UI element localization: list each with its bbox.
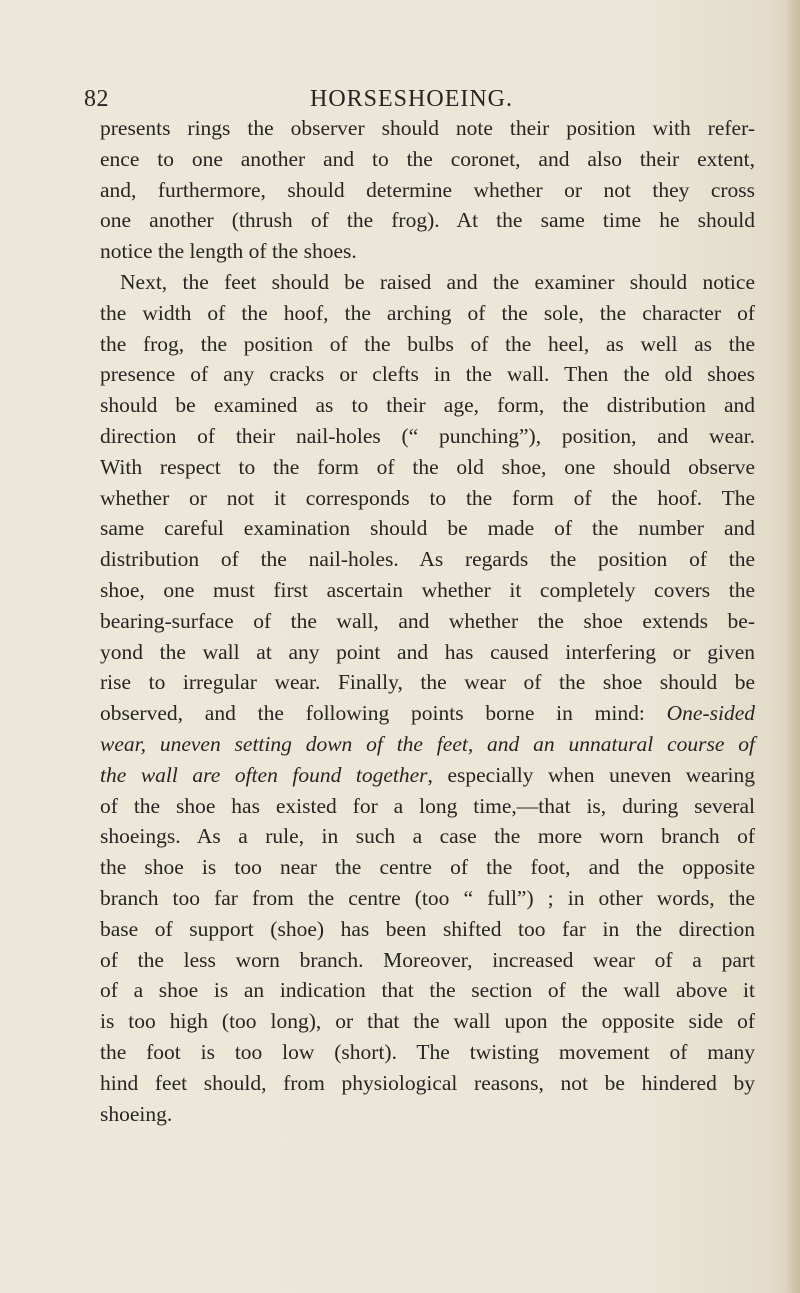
- text-line: is too high (too long), or that the wall upon the opposite side of: [100, 1009, 755, 1034]
- text-line: whether or not it corresponds to the form of the hoof. The: [100, 485, 755, 510]
- text-line: base of support (shoe) has been shifted too far in the direction: [100, 916, 755, 941]
- text-line: should be examined as to their age, form, the distribution and: [100, 393, 755, 418]
- italic-text-segment: One-sided: [666, 701, 755, 726]
- text-line: branch too far from the centre (too “ full”) ; in other words, the: [100, 885, 755, 910]
- text-line: notice the length of the shoes.: [100, 239, 357, 264]
- text-line: the frog, the position of the bulbs of the heel, as well as the: [100, 331, 755, 356]
- text-line: bearing-surface of the wall, and whether the shoe extends be-: [100, 608, 755, 633]
- text-line: hind feet should, from physiological reasons, not be hindered by: [100, 1070, 755, 1095]
- text-line: distribution of the nail-holes. As regards the position of the: [100, 547, 755, 572]
- text-segment: , especially when uneven wearing: [427, 762, 755, 787]
- text-line: of the less worn branch. Moreover, increased wear of a part: [100, 947, 755, 972]
- text-line: presents rings the observer should note their position with refer-: [100, 116, 755, 140]
- text-line: yond the wall at any point and has caused interfering or given: [100, 639, 755, 664]
- text-line: and, furthermore, should determine whether or not they cross: [100, 177, 755, 202]
- text-line: Next, the feet should be raised and the examiner should notice: [120, 269, 755, 294]
- text-line: [100, 760, 755, 791]
- text-line: of the shoe has existed for a long time,—that is, during several: [100, 793, 755, 818]
- text-line: of a shoe is an indication that the section of the wall above it: [100, 978, 755, 1003]
- text-line: shoeing.: [100, 1101, 173, 1126]
- text-line: presence of any cracks or clefts in the wall. Then the old shoes: [100, 362, 755, 387]
- text-line: direction of their nail-holes (“ punching”), position, and wear.: [100, 423, 755, 448]
- text-line: the width of the hoof, the arching of the sole, the character of: [100, 300, 755, 325]
- italic-text-segment: wear, uneven setting down of the feet, and an unnatural course of: [100, 731, 755, 756]
- text-line: the foot is too low (short). The twisting movement of many: [100, 1039, 755, 1064]
- text-line: one another (thrush of the frog). At the same time he should: [100, 208, 755, 233]
- page-edge-shadow: [786, 0, 800, 1293]
- text-line: shoe, one must first ascertain whether it completely covers the: [100, 577, 755, 602]
- text-line: same careful examination should be made of the number and: [100, 516, 755, 541]
- text-line: ence to one another and to the coronet, and also their extent,: [100, 146, 755, 171]
- running-title: HORSESHOEING.: [310, 86, 514, 112]
- text-segment: observed, and the following points borne in mind:: [100, 701, 667, 726]
- text-line: [100, 698, 755, 729]
- text-line: rise to irregular wear. Finally, the wear of the shoe should be: [100, 670, 755, 695]
- text-line: shoeings. As a rule, in such a case the more worn branch of: [100, 824, 755, 849]
- page-number: 82: [84, 86, 109, 112]
- text-line: [100, 729, 755, 760]
- italic-text-segment: the wall are often found together: [100, 762, 428, 787]
- text-line: the shoe is too near the centre of the foot, and the opposite: [100, 855, 755, 880]
- body-text: [100, 113, 755, 1129]
- text-line: With respect to the form of the old shoe, one should observe: [100, 454, 755, 479]
